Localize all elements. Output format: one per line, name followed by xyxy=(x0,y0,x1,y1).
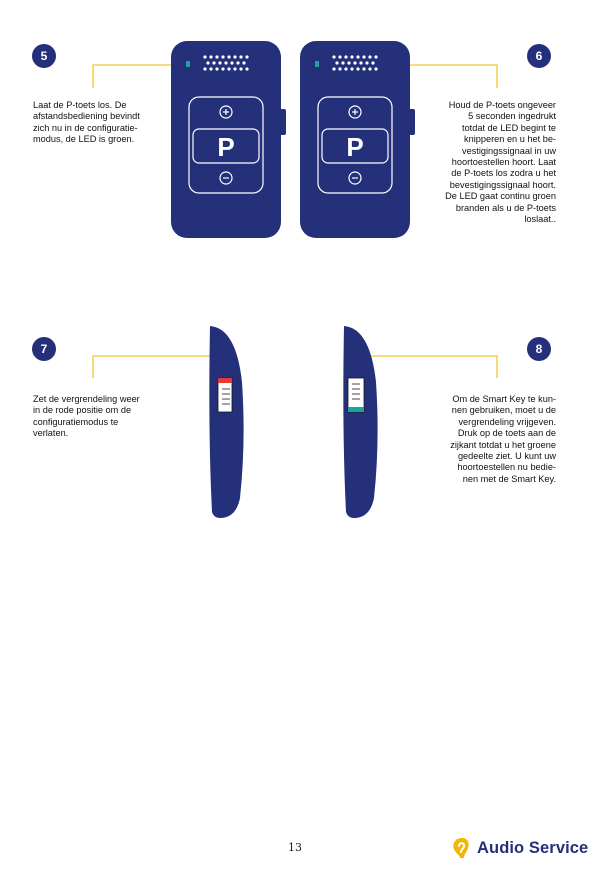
side-button xyxy=(280,109,286,135)
led-indicator xyxy=(186,61,190,67)
remote-side-body xyxy=(209,326,243,518)
page-number: 13 xyxy=(288,841,302,854)
step-7-text: Zet de vergrendeling weer in de rode positie om de configuratiemodus te verlaten. xyxy=(33,394,140,439)
remote-side-body xyxy=(343,326,377,518)
side-button xyxy=(409,109,415,135)
step-6-text: Houd de P-toets ongeveer 5 seconden ingedrukt totdat de LED begint te knipperen en u het be- vestigingssignaal in uw hoortoestellen hoort. Laat de P-toets los zodra u het bevestigingssignaal hoort. De LED gaat continu groen branden als u de P-toets loslaat.. xyxy=(445,100,556,225)
remote-front-step6 xyxy=(300,41,416,239)
step-7-badge: 7 xyxy=(32,337,56,361)
step-5-text: Laat de P-toets los. De afstandsbediening bevindt zich nu in de configuratie- modus, de LED is groen. xyxy=(33,100,140,145)
lock-slider-frame xyxy=(218,378,232,412)
step-6-badge: 6 xyxy=(527,44,551,68)
step-8-text: Om de Smart Key te kun- nen gebruiken, moet u de vergrendeling vrijgeven. Druk op de toets aan de zijkant totdat u het groene gedeelte ziet. U kunt uw hoortoestellen nu bedie- nen met de Smart Key. xyxy=(450,394,556,484)
lock-slider-frame xyxy=(348,378,364,412)
remote-side-step8 xyxy=(340,322,380,522)
led-indicator xyxy=(315,61,319,67)
audio-service-logo-icon xyxy=(451,836,473,860)
step-8-badge: 8 xyxy=(527,337,551,361)
step-5-badge: 5 xyxy=(32,44,56,68)
p-button-label: P xyxy=(346,132,364,162)
brand-logo xyxy=(451,835,588,861)
remote-front-step5 xyxy=(171,41,287,239)
lock-green-section xyxy=(348,407,364,412)
p-button-label: P xyxy=(217,132,235,162)
remote-side-step7 xyxy=(206,322,246,522)
lock-red-section xyxy=(218,378,232,383)
brand-name: Audio Service xyxy=(477,838,589,857)
